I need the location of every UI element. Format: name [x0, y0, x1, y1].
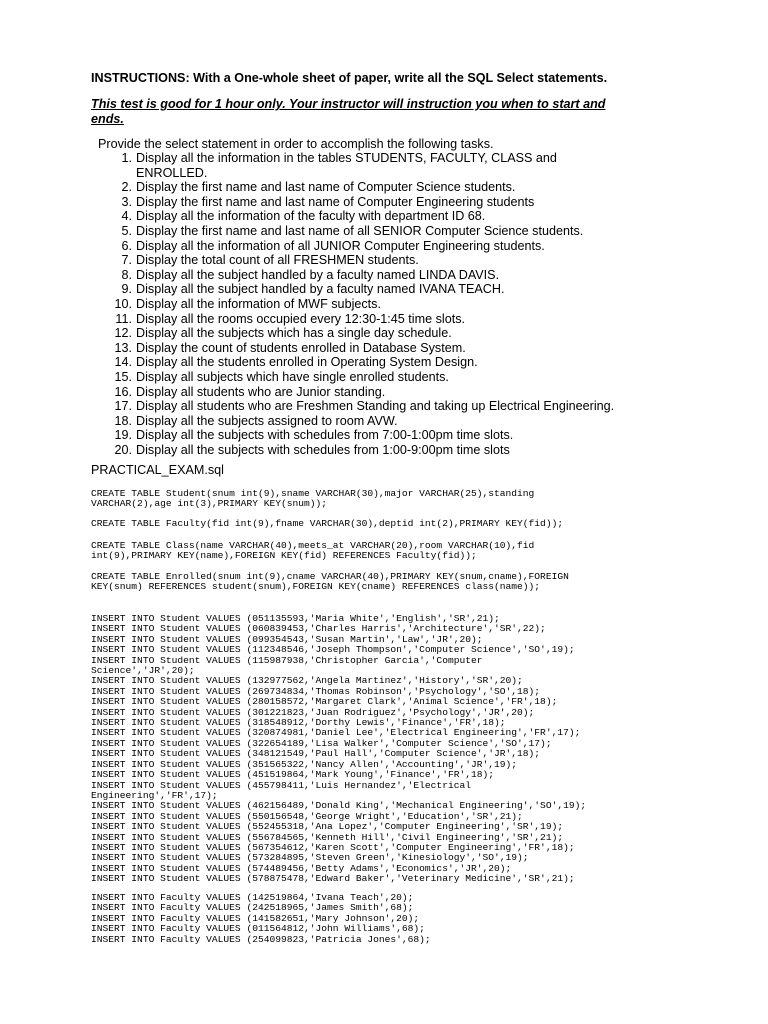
code-line: Engineering','FR',17); [91, 789, 218, 801]
task-item [121, 151, 696, 180]
task-text: Display all the rooms occupied every 12:30-1:45 time slots. [136, 311, 465, 326]
task-text: Display all subjects which have single enrolled students. [136, 369, 449, 384]
task-number: 11. [115, 311, 132, 326]
task-number: 19. [114, 428, 132, 443]
task-item [114, 355, 696, 370]
task-item [114, 399, 696, 414]
task-text: Display all the information in the tables STUDENTS, FACULTY, CLASS and [136, 151, 557, 165]
task-text: Display all the information of MWF subjects. [136, 296, 381, 311]
code-line: INSERT INTO Student VALUES (060839453,'Charles Harris','Architecture','SR',22); [91, 623, 546, 635]
task-item [121, 282, 696, 297]
task-number: 5. [121, 223, 132, 238]
task-text: Display the first name and last name of all SENIOR Computer Science students. [136, 223, 584, 238]
time-warning [91, 97, 691, 127]
sql-filename: PRACTICAL_EXAM.sql [91, 463, 224, 477]
task-text: Display all the subjects which has a single day schedule. [136, 326, 452, 341]
task-text: Display the first name and last name of Computer Engineering students [136, 194, 535, 209]
task-text: Display all the information of the faculty with department ID 68. [136, 209, 486, 224]
task-text: Display all students who are Junior standing. [136, 384, 386, 399]
code-line: INSERT INTO Faculty VALUES (242518965,'James Smith',68); [91, 902, 414, 914]
task-item [114, 340, 696, 356]
code-line: INSERT INTO Student VALUES (550156548,'George Wright','Education','SR',21); [91, 810, 523, 822]
task-text: Display all the subject handled by a faculty named LINDA DAVIS. [136, 267, 500, 282]
code-line: INSERT INTO Student VALUES (320874981,'Daniel Lee','Electrical Engineering','FR',17); [91, 727, 581, 739]
task-item [114, 326, 696, 341]
task-number: 14. [114, 355, 132, 370]
task-item [114, 369, 696, 385]
code-line: INSERT INTO Student VALUES (099354543,'Susan Martin','Law','JR',20); [91, 633, 483, 645]
task-item [121, 223, 696, 239]
code-line: INSERT INTO Student VALUES (301221823,'Juan Rodriguez','Psychology','JR',20); [91, 706, 535, 718]
task-item [114, 413, 696, 429]
task-text: Display all the information of all JUNIOR Computer Engineering students. [136, 238, 545, 253]
task-number: 15. [114, 369, 132, 384]
task-item [115, 311, 696, 327]
task-number: 3. [121, 194, 132, 209]
create-enrolled-statement: CREATE TABLE Enrolled(snum int(9),cname VARCHAR(40),PRIMARY KEY(snum,cname),FOREIGN KEY(snum) REFERENCES student(snum),FOREIGN KEY(cname) REFERENCES class(name)); [91, 571, 569, 593]
task-number: 9. [121, 282, 132, 297]
code-line: INSERT INTO Faculty VALUES (142519864,'Ivana Teach',20); [91, 892, 414, 903]
code-line: INSERT INTO Student VALUES (455798411,'Luis Hernandez','Electrical [91, 779, 471, 791]
task-number: 18. [114, 413, 132, 428]
time-warning-line-1: This test is good for 1 hour only. Your instructor will instruction you when to start and [91, 97, 606, 111]
code-line: INSERT INTO Student VALUES (348121549,'Paul Hall','Computer Science','JR',18); [91, 748, 541, 760]
task-list [114, 151, 696, 457]
code-line: INSERT INTO Student VALUES (552455318,'Ana Lopez','Computer Engineering','SR',19); [91, 821, 564, 833]
task-number: 1. [121, 151, 132, 165]
code-line: INSERT INTO Student VALUES (567354612,'Karen Scott','Computer Engineering','FR',18); [91, 841, 575, 853]
task-item [121, 253, 696, 268]
task-item [121, 238, 696, 254]
task-text: Display all the subject handled by a faculty named IVANA TEACH. [136, 282, 505, 297]
code-line: INSERT INTO Student VALUES (451519864,'Mark Young','Finance','FR',18); [91, 769, 495, 781]
task-text: Display the total count of all FRESHMEN students. [136, 253, 419, 268]
student-insert-list [91, 614, 586, 885]
task-number: 7. [121, 253, 132, 268]
task-text: Display all the students enrolled in Operating System Design. [136, 355, 478, 370]
task-number: 10. [114, 296, 132, 311]
task-text: Display the first name and last name of Computer Science students. [136, 180, 516, 195]
code-line: INSERT INTO Student VALUES (573284895,'Steven Green','Kinesiology','SO',19); [91, 852, 529, 864]
code-line: INSERT INTO Student VALUES (280158572,'Margaret Clark','Animal Science','FR',18); [91, 696, 558, 708]
task-item [114, 296, 696, 312]
code-line: INSERT INTO Student VALUES (132977562,'Angela Martinez','History','SR',20); [91, 675, 523, 687]
time-warning-line-2: ends. [91, 112, 124, 126]
task-text: Display all the subjects with schedules from 1:00-9:00pm time slots [136, 442, 510, 457]
task-number: 2. [121, 180, 132, 195]
task-number: 6. [121, 238, 132, 253]
task-item [114, 442, 696, 458]
task-item [114, 384, 696, 400]
code-line: Science','JR',20); [91, 665, 195, 677]
task-item [121, 194, 696, 210]
code-line: INSERT INTO Faculty VALUES (011564812,'John Williams',68); [91, 923, 425, 935]
task-number: 12. [114, 326, 132, 341]
code-line: INSERT INTO Faculty VALUES (141582651,'Mary Johnson',20); [91, 912, 420, 924]
task-text: Display all the subjects assigned to room AVW. [136, 413, 398, 428]
instructions-heading: INSTRUCTIONS: With a One-whole sheet of paper, write all the SQL Select statements. [91, 71, 608, 85]
code-line: INSERT INTO Faculty VALUES (254099823,'Patricia Jones',68); [91, 933, 431, 945]
code-line: INSERT INTO Student VALUES (269734834,'Thomas Robinson','Psychology','SO',18); [91, 685, 541, 697]
code-line: INSERT INTO Student VALUES (115987938,'Christopher Garcia','Computer [91, 654, 483, 666]
task-item [121, 209, 696, 224]
task-number: 17. [114, 399, 132, 414]
code-line: INSERT INTO Student VALUES (322654189,'Lisa Walker','Computer Science','SO',17); [91, 737, 552, 749]
code-line: INSERT INTO Student VALUES (578875478,'Edward Baker','Veterinary Medicine','SR',21); [91, 873, 575, 885]
create-faculty-statement: CREATE TABLE Faculty(fid int(9),fname VARCHAR(30),deptid int(2),PRIMARY KEY(fid)); [91, 518, 564, 529]
code-line: INSERT INTO Student VALUES (318548912,'Dorthy Lewis','Finance','FR',18); [91, 717, 506, 729]
task-item [114, 428, 696, 443]
task-item [121, 180, 696, 195]
task-text: Display all students who are Freshmen Standing and taking up Electrical Engineering. [136, 399, 615, 414]
faculty-insert-list [91, 893, 431, 945]
task-item [121, 267, 696, 283]
task-number: 13. [114, 340, 132, 355]
code-line: INSERT INTO Student VALUES (351565322,'Nancy Allen','Accounting','JR',19); [91, 758, 518, 770]
task-number: 8. [121, 267, 132, 282]
task-text-continued: ENROLLED. [136, 165, 208, 180]
task-number: 4. [121, 209, 132, 224]
code-line: INSERT INTO Student VALUES (462156489,'Donald King','Mechanical Engineering','SO',19); [91, 800, 587, 812]
task-number: 20. [114, 442, 132, 457]
code-line: INSERT INTO Student VALUES (112348546,'Joseph Thompson','Computer Science','SO',19); [91, 644, 575, 656]
task-number: 16. [114, 384, 132, 399]
code-line: INSERT INTO Student VALUES (051135593,'Maria White','English','SR',21); [91, 613, 500, 624]
task-text: Display the count of students enrolled in Database System. [136, 340, 466, 355]
create-student-statement: CREATE TABLE Student(snum int(9),sname VARCHAR(30),major VARCHAR(25),standing VARCHAR(2),age int(3),PRIMARY KEY(snum)); [91, 488, 535, 510]
task-intro: Provide the select statement in order to accomplish the following tasks. [98, 137, 494, 151]
code-line: INSERT INTO Student VALUES (574489456,'Betty Adams','Economics','JR',20); [91, 862, 512, 874]
task-text: Display all the subjects with schedules from 7:00-1:00pm time slots. [136, 428, 514, 443]
code-line: INSERT INTO Student VALUES (556784565,'Kenneth Hill','Civil Engineering','SR',21); [91, 831, 564, 843]
create-class-statement: CREATE TABLE Class(name VARCHAR(40),meets_at VARCHAR(20),room VARCHAR(10),fid int(9),PRIMARY KEY(name),FOREIGN KEY(fid) REFERENCES Faculty(fid)); [91, 540, 535, 562]
